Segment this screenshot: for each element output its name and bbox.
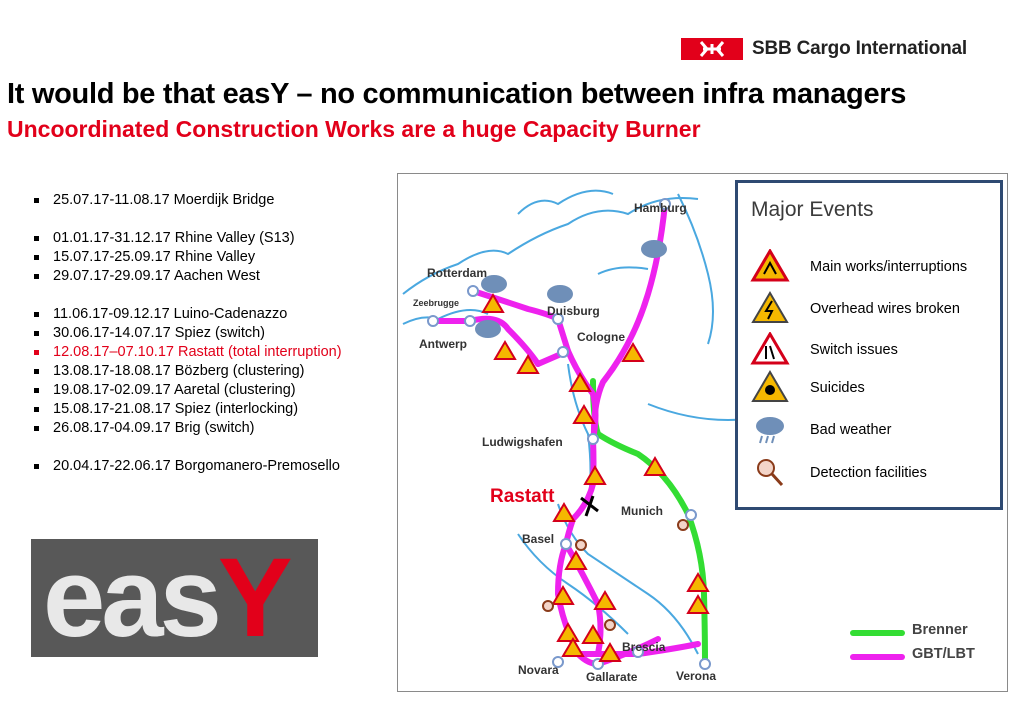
legend-item <box>750 370 996 404</box>
city-label-zeebrugge: Zeebrugge <box>410 297 462 309</box>
list-item: 26.08.17-04.09.17 Brig (switch) <box>36 420 255 436</box>
legend-item <box>750 291 996 325</box>
switch-warning-icon <box>750 332 790 366</box>
skull-warning-icon <box>750 370 790 404</box>
list-item: 15.08.17-21.08.17 Spiez (interlocking) <box>36 401 298 417</box>
route-label: GBT/LBT <box>912 646 975 662</box>
legend-item <box>750 455 996 489</box>
storm-cloud-icon <box>750 412 790 446</box>
list-item: 25.07.17-11.08.17 Moerdijk Bridge <box>36 192 274 208</box>
page-title: It would be that easY – no communication between infra managers <box>7 78 907 110</box>
easy-logo-upper: Y <box>217 539 289 657</box>
list-item: 29.07.17-29.09.17 Aachen West <box>36 268 260 284</box>
city-label-cologne: Cologne <box>577 330 625 344</box>
city-label-rotterdam: Rotterdam <box>427 266 488 280</box>
brand-name: SBB Cargo International <box>752 38 967 59</box>
route-legend-gbt-lbt <box>850 646 1000 666</box>
legend-label: Bad weather <box>810 422 892 438</box>
list-item: 15.07.17-25.09.17 Rhine Valley <box>36 249 255 265</box>
legend-label: Switch issues <box>810 342 898 358</box>
easy-logo-lower: eas <box>43 539 218 657</box>
legend-item <box>750 412 996 446</box>
list-item: 19.08.17-02.09.17 Aaretal (clustering) <box>36 382 296 398</box>
sbb-logo-icon <box>681 38 743 60</box>
legend-label: Suicides <box>810 380 865 396</box>
legend-item <box>750 249 996 283</box>
magnifier-icon <box>750 455 790 489</box>
city-label-munich: Munich <box>621 504 663 518</box>
list-item: 30.06.17-14.07.17 Spiez (switch) <box>36 325 265 341</box>
list-item: 13.08.17-18.08.17 Bözberg (clustering) <box>36 363 305 379</box>
city-label-basel: Basel <box>522 532 555 546</box>
page-subtitle: Uncoordinated Construction Works are a huge Capacity Burner <box>7 116 701 142</box>
electricity-warning-icon <box>750 291 790 325</box>
legend-label: Main works/interruptions <box>810 259 968 275</box>
corridor-map <box>397 173 1008 692</box>
list-item: 01.01.17-31.12.17 Rhine Valley (S13) <box>36 230 295 246</box>
legend-label: Detection facilities <box>810 465 927 481</box>
city-label-rastatt: Rastatt <box>490 486 555 507</box>
route-label: Brenner <box>912 622 968 638</box>
list-item-highlighted: 12.08.17–07.10.17 Rastatt (total interruption) <box>36 344 342 360</box>
city-label-ludwigshafen: Ludwigshafen <box>482 435 563 449</box>
city-label-duisburg: Duisburg <box>547 304 600 318</box>
city-label-brescia: Brescia <box>622 640 666 654</box>
legend-label: Overhead wires broken <box>810 301 960 317</box>
easy-logo <box>31 539 318 657</box>
brand-logo <box>681 37 967 61</box>
legend-title: Major Events <box>751 198 874 221</box>
major-events-legend <box>735 180 1003 510</box>
legend-item <box>750 332 996 366</box>
route-legend-brenner <box>850 622 1000 642</box>
city-label-novara: Novara <box>518 663 559 677</box>
city-label-hamburg: Hamburg <box>634 201 687 215</box>
list-item: 11.06.17-09.12.17 Luino-Cadenazzo <box>36 306 287 322</box>
list-item: 20.04.17-22.06.17 Borgomanero-Premosello <box>36 458 340 474</box>
route-line-gbt-lbt <box>850 654 905 660</box>
city-label-antwerp: Antwerp <box>419 337 467 351</box>
roadworks-warning-icon <box>750 249 790 283</box>
city-label-verona: Verona <box>676 669 717 683</box>
city-label-gallarate: Gallarate <box>586 670 638 684</box>
route-line-brenner <box>850 630 905 636</box>
